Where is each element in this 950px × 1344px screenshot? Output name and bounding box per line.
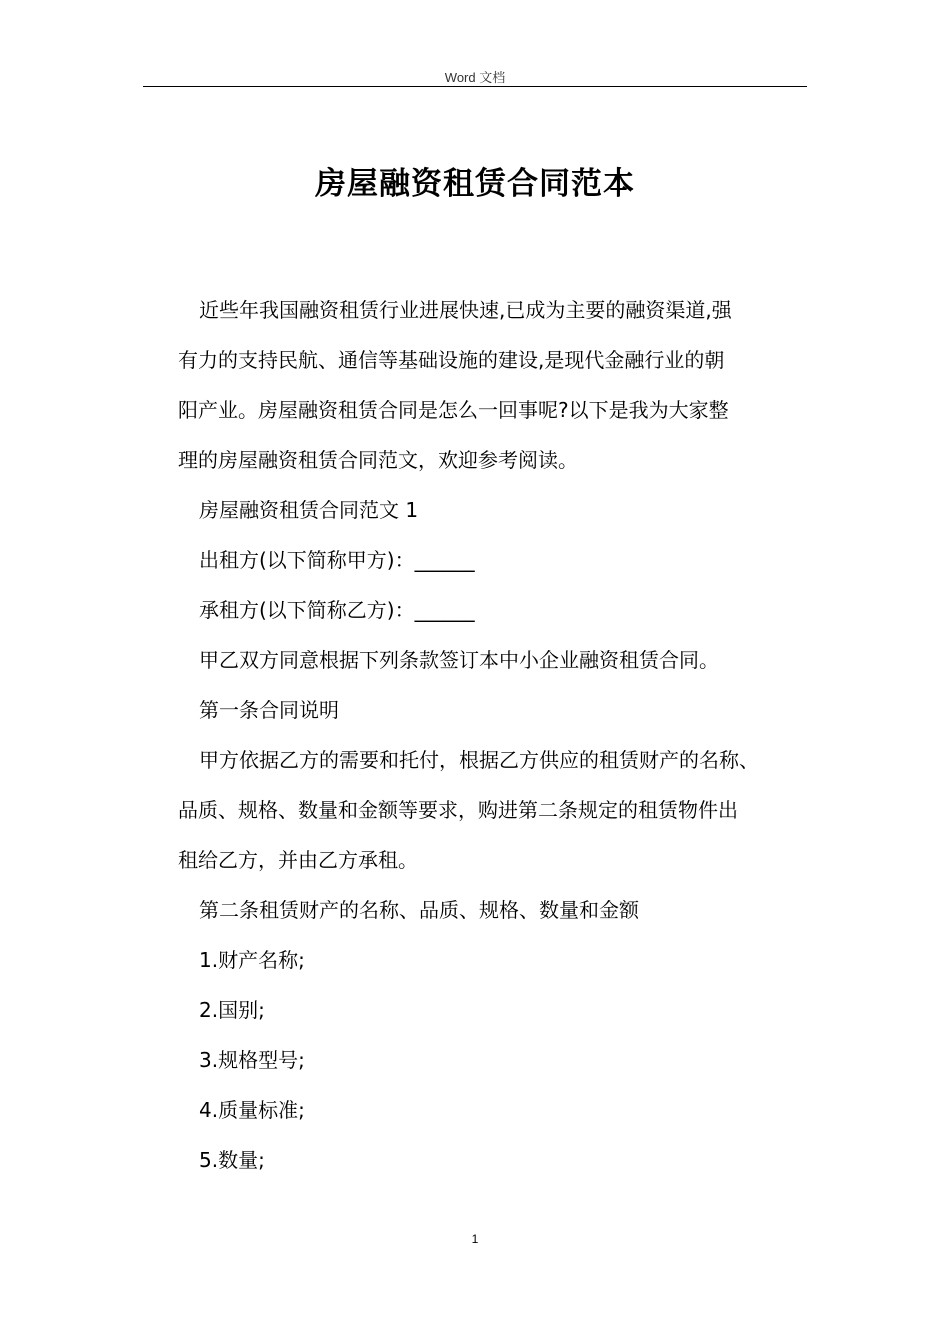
list-item: 4.质量标准;: [199, 1098, 305, 1122]
clause-heading: 第一条合同说明: [199, 698, 339, 722]
paragraph-line: 出租方(以下简称甲方)：______: [199, 548, 475, 572]
list-item: 3.规格型号;: [199, 1048, 305, 1072]
paragraph-line: 承租方(以下简称乙方)：______: [199, 598, 475, 622]
page-header-label: Word 文档: [444, 70, 506, 85]
document-title: 房屋融资租赁合同范本: [315, 166, 635, 202]
paragraph-line: 有力的支持民航、通信等基础设施的建设,是现代金融行业的朝: [178, 348, 725, 372]
paragraph-line: 近些年我国融资租赁行业进展快速,已成为主要的融资渠道,强: [199, 298, 732, 322]
paragraph-line: 甲乙双方同意根据下列条款签订本中小企业融资租赁合同。: [199, 648, 719, 672]
paragraph-line: 品质、规格、数量和金额等要求，购进第二条规定的租赁物件出: [178, 798, 738, 822]
paragraph-line: 甲方依据乙方的需要和托付，根据乙方供应的租赁财产的名称、: [199, 748, 759, 772]
list-item: 2.国别;: [199, 998, 265, 1022]
list-item: 5.数量;: [199, 1148, 265, 1172]
paragraph-line: 理的房屋融资租赁合同范文，欢迎参考阅读。: [178, 448, 578, 472]
document-body: [178, 285, 818, 1185]
paragraph-line: 租给乙方，并由乙方承租。: [178, 848, 418, 872]
list-item: 1.财产名称;: [199, 948, 305, 972]
paragraph-line: 阳产业。房屋融资租赁合同是怎么一回事呢?以下是我为大家整: [178, 398, 729, 422]
page-number: 1: [471, 1232, 479, 1246]
clause-heading: 第二条租赁财产的名称、品质、规格、数量和金额: [199, 898, 639, 922]
header-divider: [143, 86, 807, 87]
section-heading: 房屋融资租赁合同范文 1: [199, 498, 419, 522]
